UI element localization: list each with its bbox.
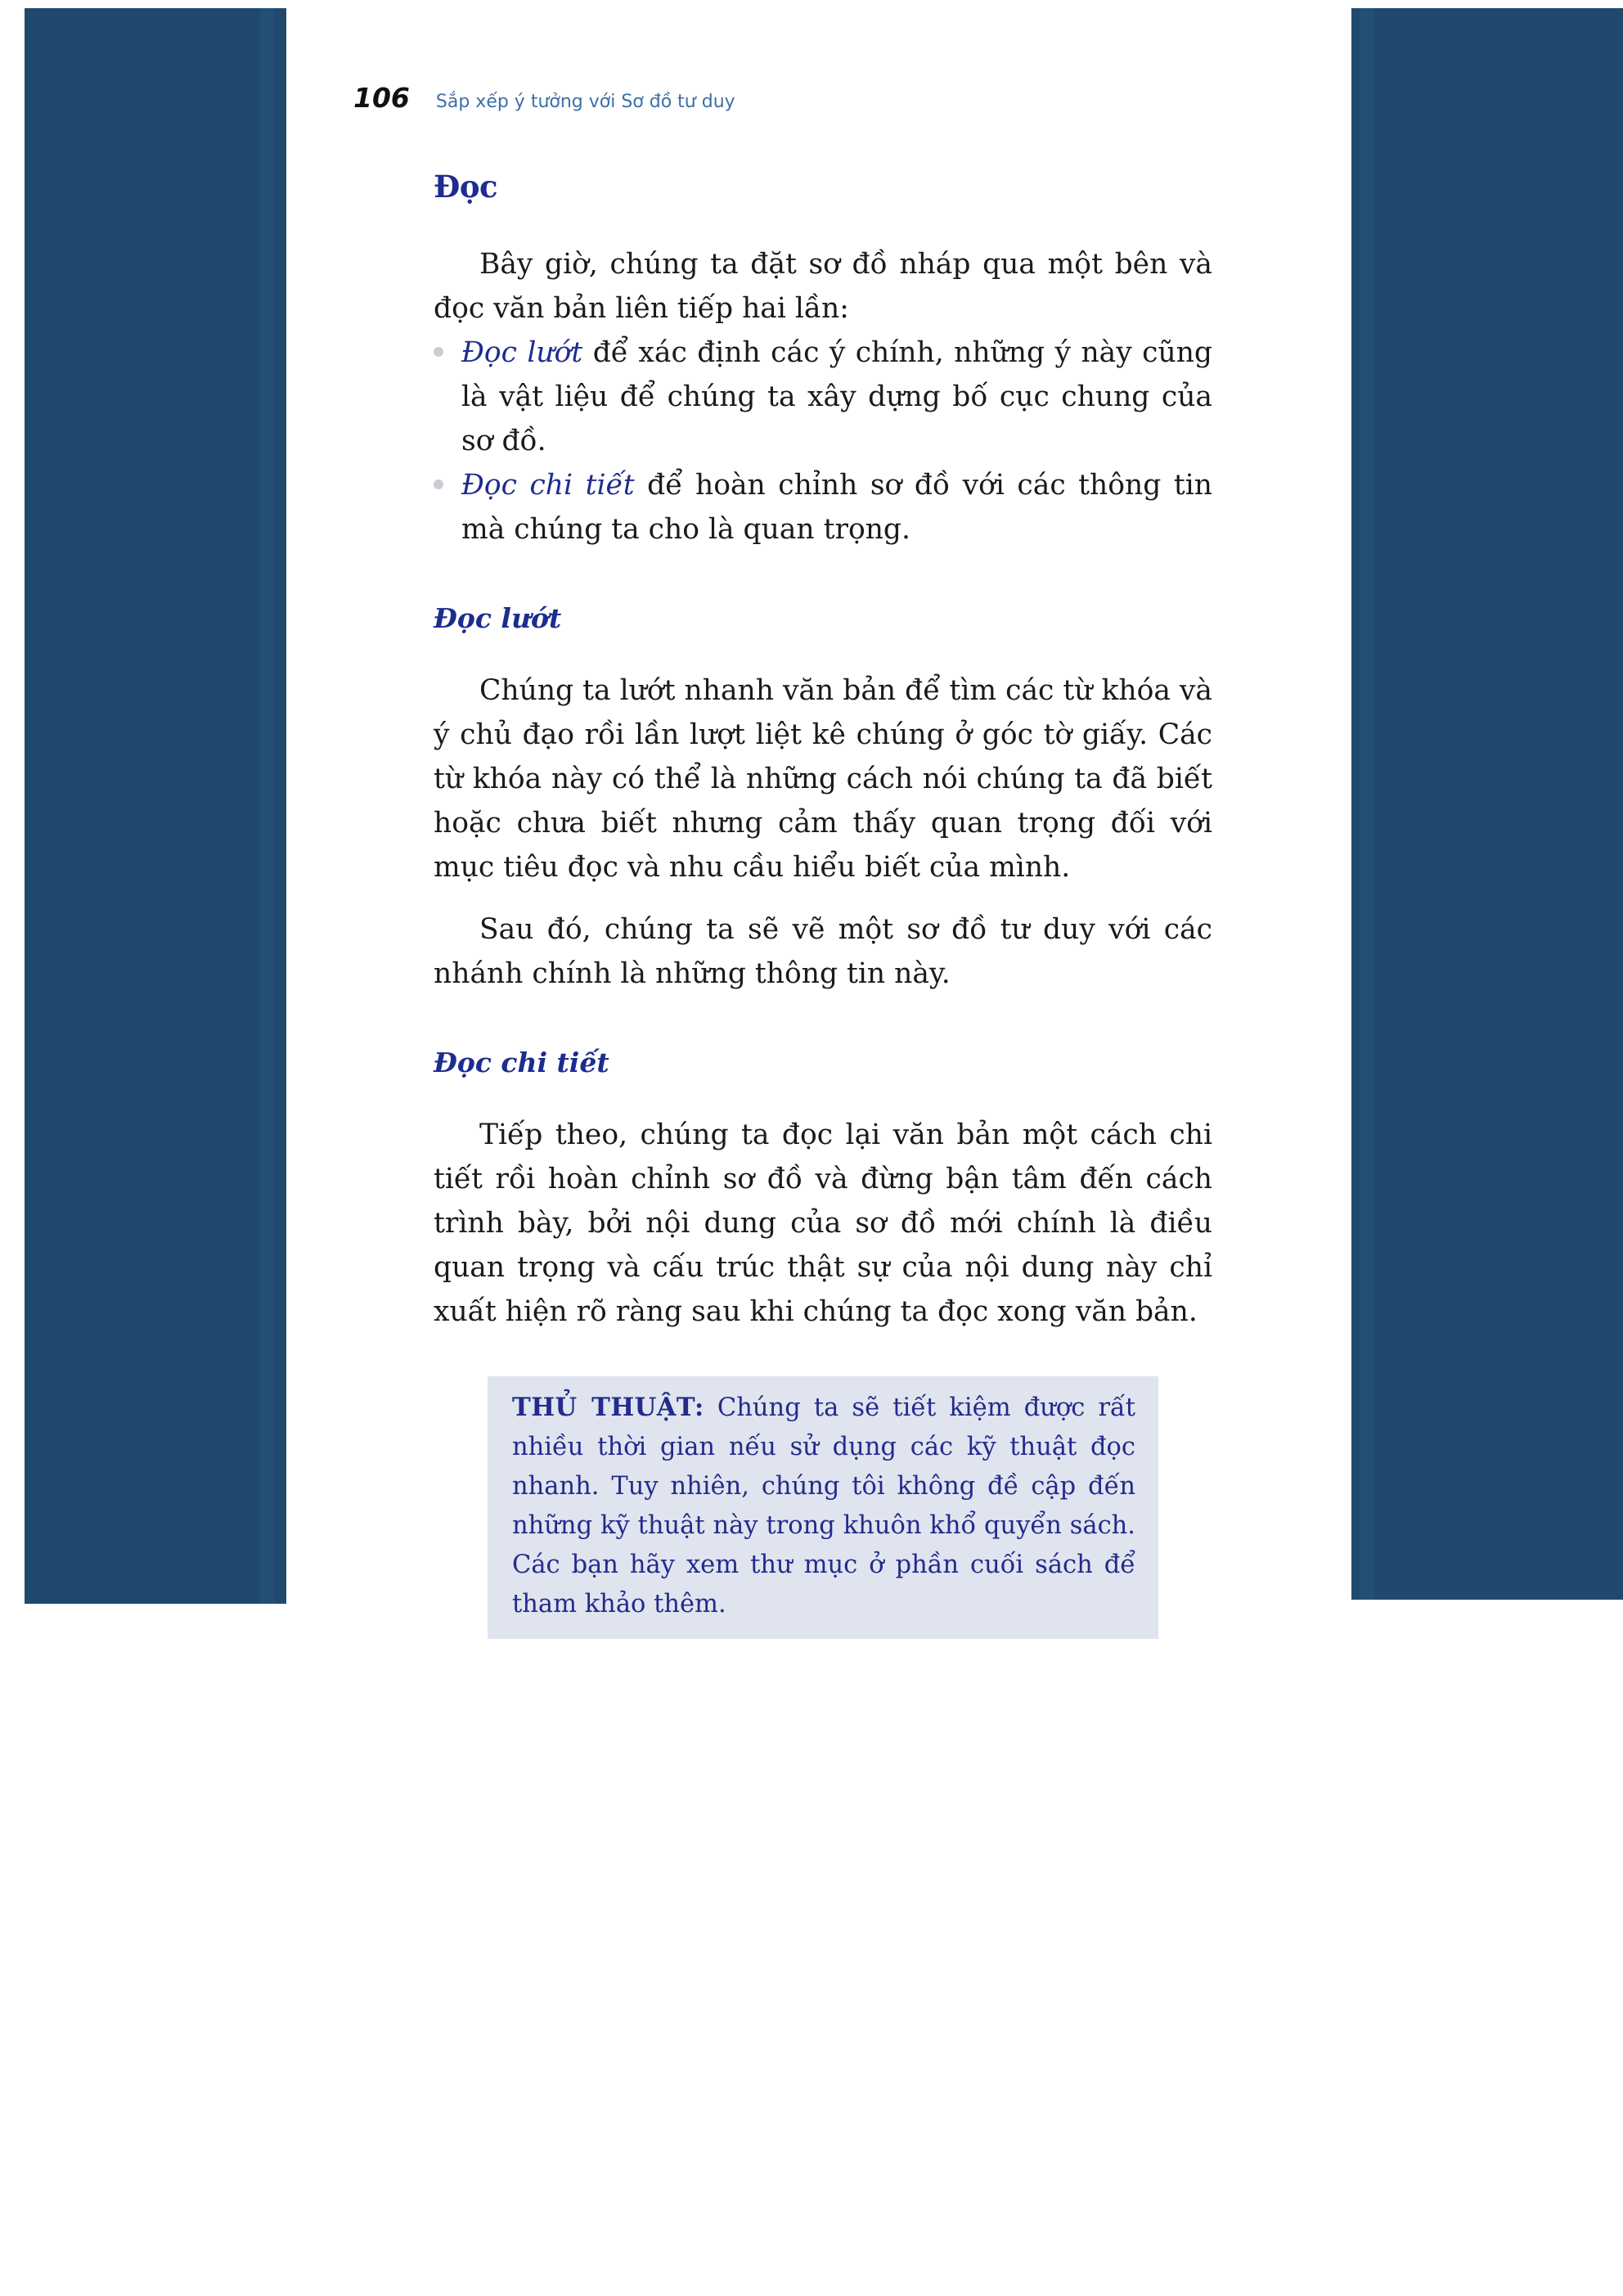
skim-paragraph-2: Sau đó, chúng ta sẽ vẽ một sơ đồ tư duy với các nhánh chính là những thông tin này. [434,913,1212,990]
page-number: 106 [353,82,410,114]
skim-paragraph-1: Chúng ta lướt nhanh văn bản để tìm các từ khóa và ý chủ đạo rồi lần lượt liệt kê chúng ở góc tờ giấy. Các từ khóa này có thể là những cách nói chúng ta đã biết hoặc chưa biết nhưng cảm thấy quan trọng đối với mục tiêu đọc và nhu cầu hiểu biết của mình. [434,674,1212,884]
right-side-band [1351,8,1623,1600]
tip-text-block [512,1388,1135,1624]
running-title: Sắp xếp ý tưởng với Sơ đồ tư duy [435,92,735,112]
list-item-text: để xác định các ý chính, những ý này cũng là vật liệu để chúng ta xây dựng bố cục chung của sơ đồ. [461,336,1212,457]
list-item [434,463,1212,551]
detail-heading: Đọc chi tiết [434,1047,609,1078]
tip-box [488,1376,1158,1639]
bullet-dot-icon [434,347,443,357]
reading-modes-list [434,331,1212,551]
list-item-term: Đọc chi tiết [461,469,635,502]
tip-label: THỦ THUẬT: [512,1393,704,1422]
list-item-text: để hoàn chỉnh sơ đồ với các thông tin mà chúng ta cho là quan trọng. [461,469,1212,546]
bullet-dot-icon [434,479,443,489]
list-item-term: Đọc lướt [461,336,583,369]
page-header [353,82,735,123]
intro-paragraph: Bây giờ, chúng ta đặt sơ đồ nháp qua một bên và đọc văn bản liên tiếp hai lần: [434,248,1212,325]
left-side-band [25,8,286,1604]
list-item [434,331,1212,463]
tip-text: Chúng ta sẽ tiết kiệm được rất nhiều thời gian nếu sử dụng các kỹ thuật đọc nhanh. Tuy nhiên, chúng tôi không đề cập đến những kỹ thuật này trong khuôn khổ quyển sách. Các bạn hãy xem thư mục ở phần cuối sách để tham khảo thêm. [512,1393,1135,1618]
skim-heading: Đọc lướt [434,602,562,634]
section-title: Đọc [434,169,498,205]
detail-paragraph: Tiếp theo, chúng ta đọc lại văn bản một cách chi tiết rồi hoàn chỉnh sơ đồ và đừng bận tâm đến cách trình bày, bởi nội dung của sơ đồ mới chính là điều quan trọng và cấu trúc thật sự của nội dung này chỉ xuất hiện rõ ràng sau khi chúng ta đọc xong văn bản. [434,1119,1212,1328]
page-content [434,169,1212,1639]
